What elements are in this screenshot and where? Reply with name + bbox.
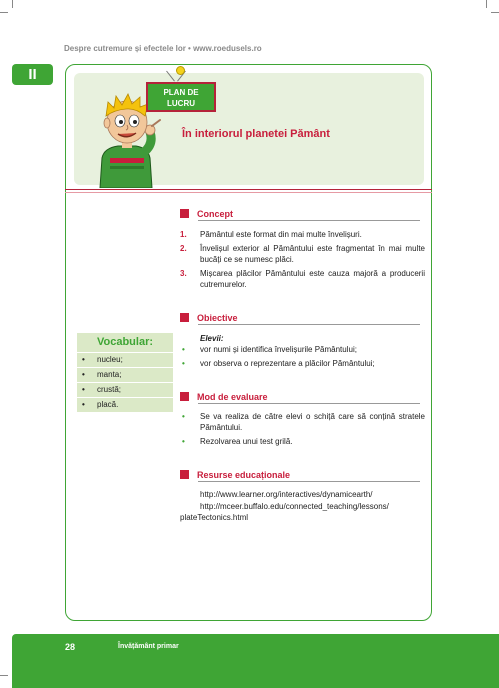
crop-mark [0, 675, 8, 676]
resource-link[interactable]: http://www.learner.org/interactives/dynamicearth/ [200, 490, 373, 499]
list-item: • vor observa o reprezentare a plăcilor Pământului; [182, 359, 375, 368]
crop-mark [486, 0, 487, 8]
heading-underline [198, 324, 420, 325]
bullet-icon: • [82, 400, 85, 409]
plan-label-line1: PLAN DE [163, 88, 199, 97]
list-item: 2. Învelișul exterior al Pământului este fragmentat în mai multe bucăți ce se numesc plăci. [180, 244, 425, 264]
concept-list [180, 229, 425, 293]
section-heading-resources: Resurse educaționale [180, 470, 420, 480]
objectives-lead: Elevii: [200, 334, 224, 343]
list-item: • Rezolvarea unui test grilă. [182, 437, 293, 446]
section-heading-objectives: Obiective [180, 313, 420, 323]
section-heading-evaluation: Mod de evaluare [180, 392, 420, 402]
heading-underline [198, 481, 420, 482]
bullet-icon: • [182, 412, 185, 421]
footer-band [12, 634, 499, 688]
list-item: 3. Mișcarea plăcilor Pământului este cauza majoră a producerii cutremurelor. [180, 269, 425, 289]
divider [65, 192, 432, 193]
resource-link-continued[interactable]: plateTectonics.html [180, 513, 249, 522]
chapter-tab: II [12, 64, 53, 85]
vocabulary-item: • nucleu; [77, 353, 173, 368]
crop-mark [12, 0, 13, 8]
list-item: • vor numi și identifica învelișurile Pământului; [182, 345, 357, 354]
bullet-icon: • [182, 437, 185, 446]
page-number: 28 [65, 642, 76, 652]
square-bullet-icon [180, 209, 189, 218]
bullet-icon: • [82, 355, 85, 364]
resource-link[interactable]: http://mceer.buffalo.edu/connected_teaching/lessons/ [200, 501, 389, 511]
heading-underline [198, 403, 420, 404]
crop-mark [0, 12, 8, 13]
vocabulary-title: Vocabular: [77, 333, 173, 353]
pin-icon [176, 66, 185, 75]
resources-links [180, 489, 425, 524]
objectives-list [180, 333, 425, 372]
bullet-icon: • [182, 345, 185, 354]
section-heading-concept: Concept [180, 209, 420, 219]
vocabulary-box [77, 333, 173, 412]
vocabulary-item: • crustă; [77, 383, 173, 398]
divider [65, 189, 432, 190]
crop-mark [491, 12, 499, 13]
lesson-title: În interiorul planetei Pământ [182, 128, 330, 140]
bullet-icon: • [182, 359, 185, 368]
list-item: • Se va realiza de către elevi o schiță care să conțină stratele Pământului. [182, 412, 425, 432]
vocabulary-item: • manta; [77, 368, 173, 383]
bullet-icon: • [82, 385, 85, 394]
square-bullet-icon [180, 392, 189, 401]
square-bullet-icon [180, 313, 189, 322]
plan-de-lucru-label [146, 82, 216, 112]
footer-text: Învățământ primar [118, 643, 179, 650]
heading-underline [198, 220, 420, 221]
list-item: 1. Pământul este format din mai multe învelișuri. [180, 230, 362, 239]
evaluation-list [180, 411, 425, 450]
plan-label-line2: LUCRU [167, 99, 195, 108]
bullet-icon: • [82, 370, 85, 379]
running-header: Despre cutremure și efectele lor • www.roedusels.ro [64, 44, 262, 53]
square-bullet-icon [180, 470, 189, 479]
vocabulary-item: • placă. [77, 398, 173, 412]
